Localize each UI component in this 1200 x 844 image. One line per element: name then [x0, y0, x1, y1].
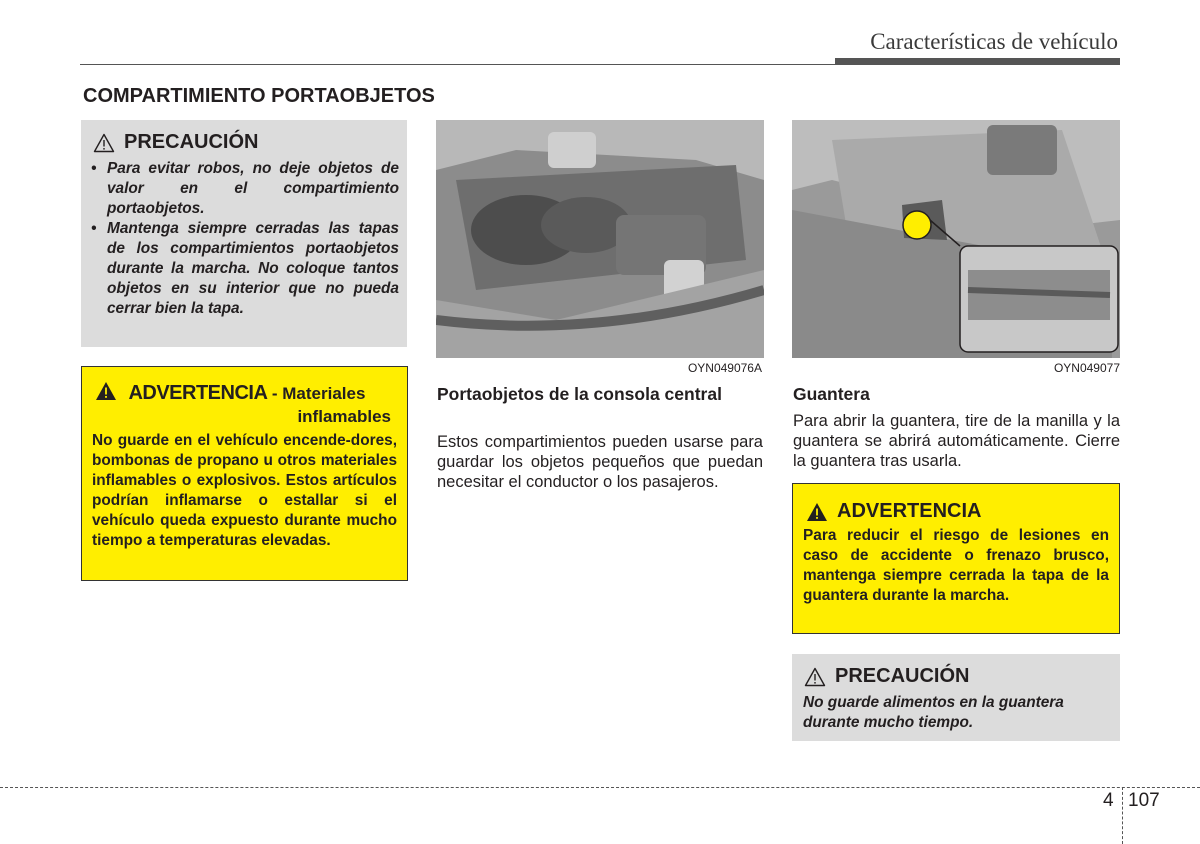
warning-body: No guarde en el vehículo encende-dores, bombonas de propano u otros materiales inflamables o explosivos. Estos artículos podrían inflamarse o estallar si el vehículo queda expuesto durante mucho tiempo a temperaturas elevadas.: [92, 432, 397, 549]
running-header: Características de vehículo: [870, 29, 1118, 54]
image-caption: OYN049076A: [687, 361, 762, 375]
caution-body: No guarde alimentos en la guantera durante mucho tiempo.: [803, 694, 1064, 731]
list-item: • Para evitar robos, no deje objetos de valor en el compartimiento portaobjetos.: [89, 159, 399, 219]
console-heading: Portaobjetos de la consola central: [437, 384, 722, 404]
warning-body: Para reducir el riesgo de lesiones en caso de accidente o frenazo brusco, mantenga siempre cerrada la tapa de la guantera durante la marcha.: [803, 527, 1109, 604]
footer-separator: [1122, 787, 1123, 844]
warning-box: [792, 483, 1120, 634]
warning-box: [81, 366, 408, 581]
chapter-number: 4: [1103, 790, 1114, 811]
section-title: COMPARTIMIENTO PORTAOBJETOS: [83, 85, 435, 107]
footer-divider: [0, 787, 1200, 788]
glove-box-heading: Guantera: [793, 384, 870, 404]
warning-title: ADVERTENCIA: [837, 500, 982, 522]
caution-list: [89, 159, 399, 319]
caution-title: PRECAUCIÓN: [124, 131, 259, 153]
warning-filled-icon: [95, 381, 117, 401]
caution-box: [81, 120, 407, 347]
list-item: • Mantenga siempre cerradas las tapas de los compartimientos portaobjetos durante la marcha. No coloque tantos objetos en su interior que no pueda cerrar bien la tapa.: [89, 219, 399, 319]
console-body: Estos compartimientos pueden usarse para guardar los objetos pequeños que puedan necesitar el conductor o los pasajeros.: [437, 433, 763, 491]
page-number: 107: [1128, 790, 1160, 811]
glove-box-body: Para abrir la guantera, tire de la manilla y la guantera se abrirá automáticamente. Cierre la guantera tras usarla.: [793, 412, 1120, 470]
warning-subtitle: - Materiales: [271, 384, 366, 403]
warning-title: ADVERTENCIA: [128, 382, 268, 404]
caution-box: [792, 654, 1120, 741]
header-divider: [80, 64, 1120, 65]
caution-outline-icon: [804, 667, 826, 687]
warning-subtitle-continued: inflamables: [297, 407, 391, 426]
warning-filled-icon: [806, 502, 828, 522]
glove-box-photo: [792, 120, 1120, 358]
center-console-photo: [436, 120, 764, 358]
image-caption: OYN049077: [1053, 361, 1120, 375]
caution-title: PRECAUCIÓN: [835, 665, 970, 687]
caution-outline-icon: [93, 133, 115, 153]
